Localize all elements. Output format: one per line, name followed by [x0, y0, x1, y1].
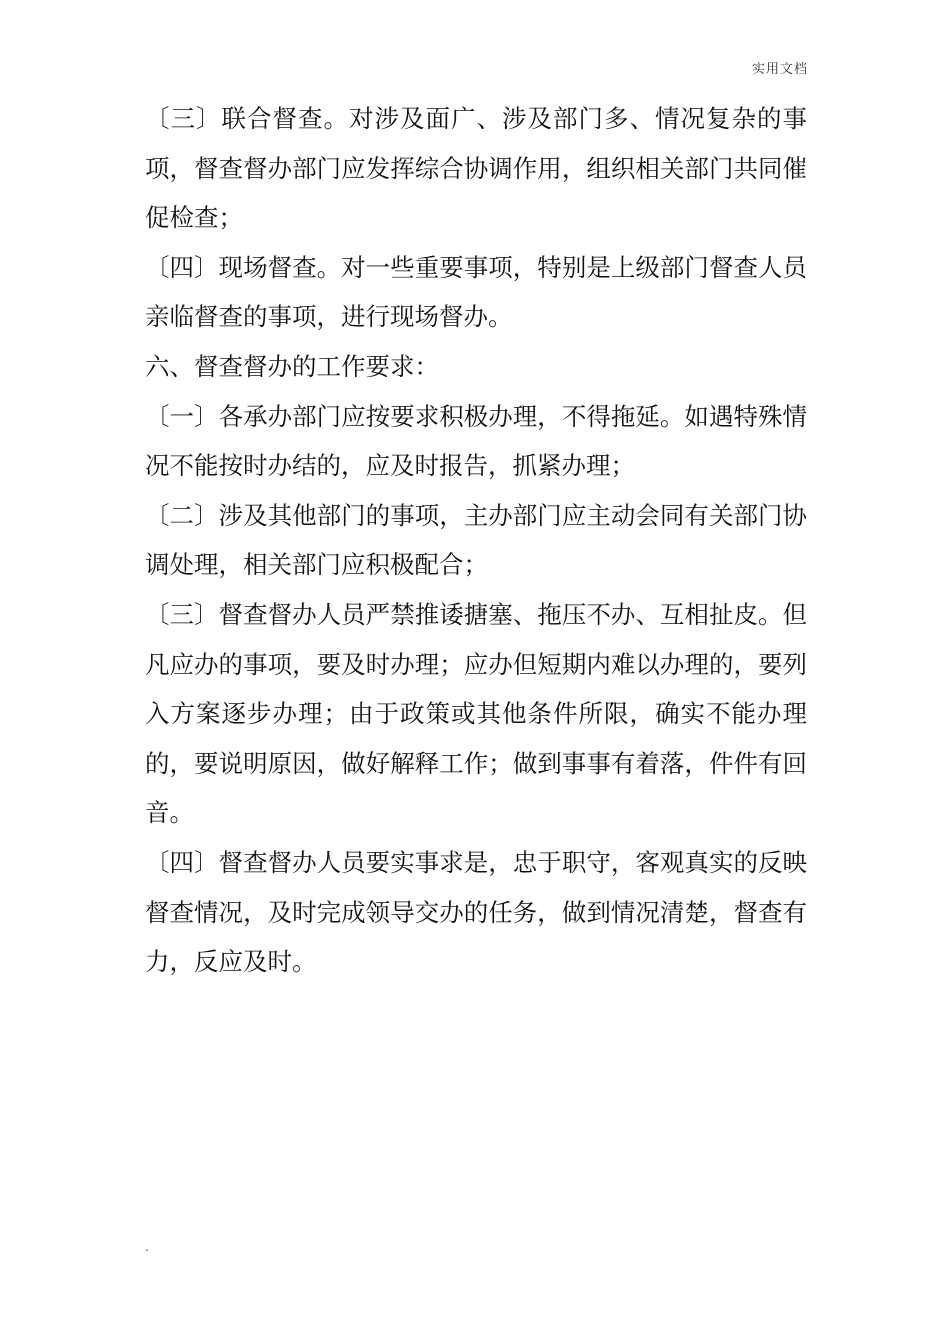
document-body — [145, 94, 807, 987]
paragraph-requirement-1: 〔一〕各承办部门应按要求积极办理，不得拖延。如遇特殊情况不能按时办结的，应及时报告，抓紧办理； — [145, 401, 807, 481]
paragraph-requirement-4: 〔四〕督查督办人员要实事求是，忠于职守，客观真实的反映督查情况，及时完成领导交办的任务，做到情况清楚，督查有力，反应及时。 — [145, 847, 807, 977]
section-heading-work-requirements: 六、督查督办的工作要求： — [145, 351, 439, 381]
header-note: 实用文档 — [751, 62, 808, 77]
paragraph-onsite-inspection: 〔四〕现场督查。对一些重要事项，特别是上级部门督查人员亲临督查的事项，进行现场督办。 — [145, 252, 807, 332]
paragraph-requirement-3: 〔三〕督查督办人员严禁推诿搪塞、拖压不办、互相扯皮。但凡应办的事项，要及时办理；应办但短期内难以办理的，要列入方案逐步办理；由于政策或其他条件所限，确实不能办理的，要说明原因，做好解释工作；做到事事有着落，件件有回音。 — [145, 599, 807, 828]
paragraph-requirement-2: 〔二〕涉及其他部门的事项，主办部门应主动会同有关部门协调处理，相关部门应积极配合； — [145, 500, 807, 580]
paragraph-joint-inspection: 〔三〕联合督查。对涉及面广、涉及部门多、情况复杂的事项，督查督办部门应发挥综合协调作用，组织相关部门共同催促检查； — [145, 104, 807, 233]
footer-mark: . — [145, 1240, 149, 1254]
